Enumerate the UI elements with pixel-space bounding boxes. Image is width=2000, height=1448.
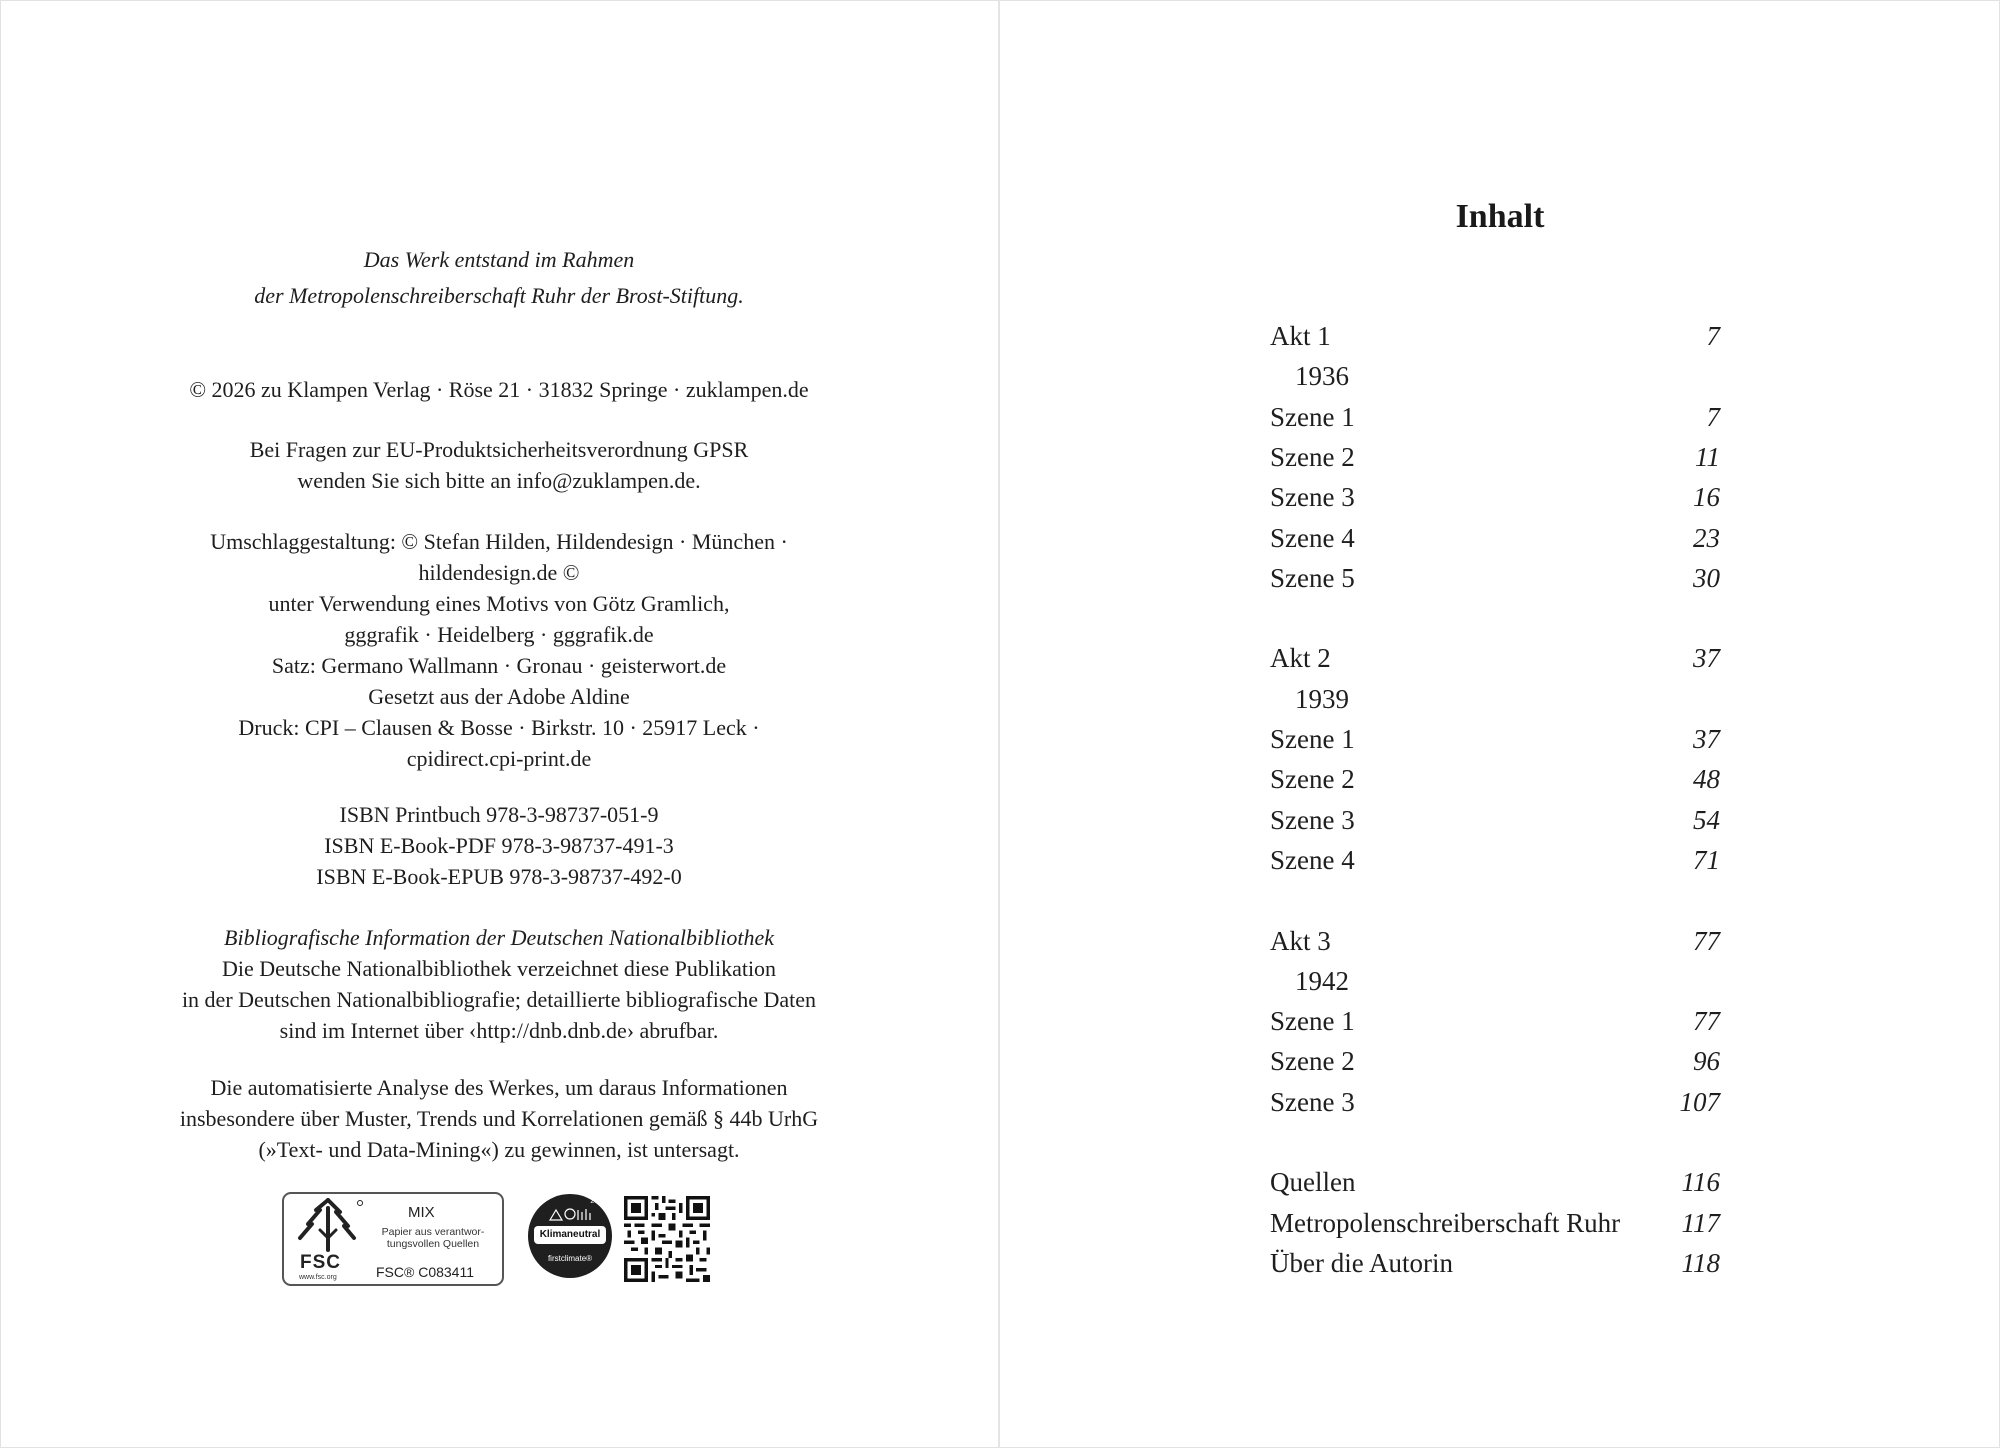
climate-neutral-badge — [528, 1194, 612, 1278]
bibliography-line: sind im Internet über ‹http://dnb.dnb.de› abrufbar. — [279, 1018, 719, 1043]
toc-entry-label: Szene 3 — [1270, 1086, 1355, 1117]
toc-title: Inhalt — [1455, 198, 1545, 235]
credits-line: Druck: CPI – Clausen & Bosse · Birkstr. 10 · 25917 Leck · — [238, 715, 760, 740]
toc-entry-page: 118 — [1681, 1247, 1720, 1278]
toc-entry[interactable] — [1270, 558, 1720, 598]
isbn-line: ISBN E-Book-PDF 978-3-98737-491-3 — [324, 833, 674, 858]
toc-entry-label: Szene 1 — [1270, 724, 1355, 754]
climate-badge-year: 2021 — [590, 1198, 606, 1205]
toc-entry-page: 37 — [1693, 724, 1720, 754]
toc-entry-page: 16 — [1693, 482, 1720, 513]
copyright-line: © 2026 zu Klampen Verlag · Röse 21 · 31832 Springe · zuklampen.de — [189, 377, 809, 402]
isbn-line: ISBN E-Book-EPUB 978-3-98737-492-0 — [316, 864, 682, 889]
toc-entry[interactable] — [1270, 316, 1720, 356]
gpsr-line: Bei Fragen zur EU-Produktsicherheitsverordnung GPSR — [249, 437, 749, 462]
toc-entry-page: 107 — [1679, 1086, 1720, 1117]
toc-entry-label: Szene 1 — [1270, 1006, 1355, 1037]
fsc-paper-text — [370, 1226, 496, 1250]
gpsr-line: wenden Sie sich bitte an info@zuklampen.de. — [297, 468, 701, 493]
toc-entry-page: 30 — [1693, 562, 1720, 593]
isbn-line: ISBN Printbuch 978-3-98737-051-9 — [339, 802, 659, 827]
toc-entry[interactable] — [1270, 518, 1720, 558]
toc-entry[interactable] — [1270, 921, 1720, 961]
toc-entry-label: 1942 — [1295, 965, 1349, 996]
isbn-block — [0, 799, 998, 892]
toc-entry-label: Szene 3 — [1270, 804, 1355, 835]
climate-badge-brand: firstclimate® — [547, 1254, 593, 1263]
toc-entry-label: Szene 4 — [1270, 522, 1355, 553]
toc-entry[interactable] — [1270, 1001, 1720, 1041]
toc-entry[interactable] — [1270, 437, 1720, 477]
certification-badges — [282, 1192, 722, 1292]
bibliography-block — [0, 922, 998, 1046]
climate-icons-icon — [548, 1206, 592, 1222]
credits-line: hildendesign.de © — [418, 560, 580, 585]
fsc-website: www.fsc.org — [299, 1274, 337, 1281]
toc-entry-label: 1939 — [1295, 683, 1349, 714]
toc-entry-page: 7 — [1706, 321, 1720, 351]
fsc-paper-line: Papier aus verantwor- — [381, 1226, 485, 1238]
toc-entry-label: 1936 — [1295, 361, 1349, 392]
toc-entry-label: Akt 2 — [1270, 643, 1331, 674]
toc-entry[interactable] — [1270, 1162, 1720, 1202]
tdm-line: (»Text- und Data-Mining«) zu gewinnen, ist untersagt. — [258, 1137, 740, 1162]
credits-line: unter Verwendung eines Motivs von Götz Gramlich, — [268, 591, 730, 616]
toc-entry[interactable] — [1270, 1203, 1720, 1243]
toc-entry[interactable] — [1270, 638, 1720, 678]
dedication-note — [0, 242, 998, 314]
toc-entry-label: Szene 2 — [1270, 1046, 1355, 1077]
bibliography-heading: Bibliografische Information der Deutschen Nationalbibliothek — [224, 925, 774, 950]
fsc-logo-text: FSC — [300, 1252, 341, 1273]
tdm-line: insbesondere über Muster, Trends und Korrelationen gemäß § 44b UrhG — [179, 1106, 819, 1131]
dedication-line: Das Werk entstand im Rahmen — [363, 247, 635, 272]
fsc-license-code: FSC® C083411 — [376, 1264, 474, 1280]
credits-line: cpidirect.cpi-print.de — [406, 746, 592, 771]
fsc-badge — [282, 1192, 504, 1286]
toc-entry[interactable] — [1270, 759, 1720, 799]
toc-entry-label: Über die Autorin — [1270, 1247, 1453, 1278]
bibliography-line: Die Deutsche Nationalbibliothek verzeichnet diese Publikation — [221, 956, 777, 981]
toc-entry[interactable] — [1270, 397, 1720, 437]
credits-line: gggrafik · Heidelberg · gggrafik.de — [344, 622, 654, 647]
copyright-block — [0, 374, 998, 405]
toc-entry-page: 48 — [1693, 764, 1720, 795]
toc-entry-page: 11 — [1695, 441, 1720, 472]
toc-entry-page: 23 — [1693, 522, 1720, 553]
toc-entry-label: Szene 5 — [1270, 562, 1355, 593]
fsc-tree-icon — [292, 1198, 364, 1254]
toc-entry-label: Szene 1 — [1270, 401, 1355, 432]
credits-line: Gesetzt aus der Adobe Aldine — [368, 684, 630, 709]
tdm-line: Die automatisierte Analyse des Werkes, um daraus Informationen — [210, 1075, 788, 1100]
toc-entry-label: Akt 1 — [1270, 321, 1331, 351]
toc-entry-page: 37 — [1693, 643, 1720, 674]
tdm-block — [0, 1072, 998, 1165]
toc-entry[interactable] — [1270, 1243, 1720, 1283]
toc-entry[interactable] — [1270, 1041, 1720, 1081]
toc-year-heading — [1270, 961, 1720, 1001]
toc-entry[interactable] — [1270, 477, 1720, 517]
toc-entry-label: Szene 3 — [1270, 482, 1355, 513]
toc-entry[interactable] — [1270, 1082, 1720, 1122]
toc-year-heading — [1270, 356, 1720, 396]
toc-entry-page: 116 — [1681, 1167, 1720, 1198]
toc-entry-page: 117 — [1681, 1207, 1720, 1238]
toc-entry-label: Szene 2 — [1270, 441, 1355, 472]
toc-year-heading — [1270, 679, 1720, 719]
toc-entry-page: 77 — [1693, 925, 1720, 956]
toc-entry-page: 7 — [1706, 401, 1720, 432]
dedication-line: der Metropolenschreiberschaft Ruhr der Brost-Stiftung. — [254, 283, 744, 308]
toc-entry[interactable] — [1270, 840, 1720, 880]
fsc-paper-line: tungsvollen Quellen — [386, 1238, 480, 1250]
fsc-mix-label: MIX — [408, 1204, 435, 1221]
climate-badge-label: Klimaneutral — [534, 1226, 606, 1244]
imprint-page — [0, 0, 998, 1448]
toc-entry-label: Metropolenschreiberschaft Ruhr — [1270, 1207, 1621, 1238]
credits-block — [0, 526, 998, 774]
gpsr-block — [0, 434, 998, 496]
toc-entry-page: 54 — [1693, 804, 1720, 835]
toc-entry-page: 96 — [1693, 1046, 1720, 1077]
qr-code-icon — [624, 1196, 710, 1282]
toc-entry-label: Szene 4 — [1270, 844, 1355, 875]
credits-line: Umschlaggestaltung: © Stefan Hilden, Hildendesign · München · — [210, 529, 788, 554]
toc-entry-label: Akt 3 — [1270, 925, 1331, 956]
bibliography-line: in der Deutschen Nationalbibliografie; detaillierte bibliografische Daten — [181, 987, 817, 1012]
toc-entry[interactable] — [1270, 800, 1720, 840]
toc-entry-label: Quellen — [1270, 1167, 1356, 1198]
toc-entry-label: Szene 2 — [1270, 764, 1355, 795]
toc-entry-page: 71 — [1693, 844, 1720, 875]
toc-entry-page: 77 — [1693, 1006, 1720, 1037]
credits-line: Satz: Germano Wallmann · Gronau · geisterwort.de — [271, 653, 727, 678]
toc-entry[interactable] — [1270, 719, 1720, 759]
